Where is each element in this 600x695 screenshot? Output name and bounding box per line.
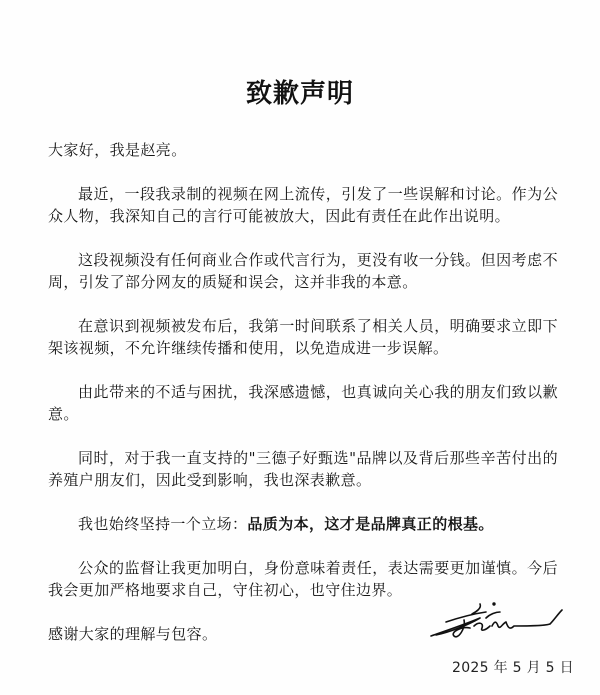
statement-date: 2025 年 5 月 5 日 [452,660,574,676]
document-body [48,139,558,667]
paragraph-2: 这段视频没有任何商业合作或代言行为，更没有收一分钱。但因考虑不周，引发了部分网友的质疑和误会，这并非我的本意。 [48,251,558,291]
paragraph-3: 在意识到视频被发布后，我第一时间联系了相关人员，明确要求立即下架该视频，不允许继续传播和使用，以免造成进一步误解。 [48,317,558,357]
signature-image [428,600,563,645]
paragraph-6: 公众的监督让我更加明白，身份意味着责任，表达需要更加谨慎。今后我会更加严格地要求自己，守住初心，也守住边界。 [48,559,558,599]
stance-prefix: 我也始终坚持一个立场： [78,515,248,533]
paragraph-1: 最近，一段我录制的视频在网上流传，引发了一些误解和讨论。作为公众人物，我深知自己的言行可能被放大，因此有责任在此作出说明。 [48,185,558,225]
paragraph-5: 同时，对于我一直支持的"三德子好甄选"品牌以及背后那些辛苦付出的养殖户朋友们，因此受到影响，我也深表歉意。 [48,449,558,489]
stance-emphasis: 品质为本，这才是品牌真正的根基。 [247,515,494,533]
document-title: 致歉声明 [245,79,354,109]
closing: 感谢大家的理解与包容。 [48,625,218,643]
greeting: 大家好，我是赵亮。 [48,141,187,159]
stance-paragraph [48,513,558,535]
paragraph-4: 由此带来的不适与困扰，我深感遗憾，也真诚向关心我的朋友们致以歉意。 [48,383,558,423]
